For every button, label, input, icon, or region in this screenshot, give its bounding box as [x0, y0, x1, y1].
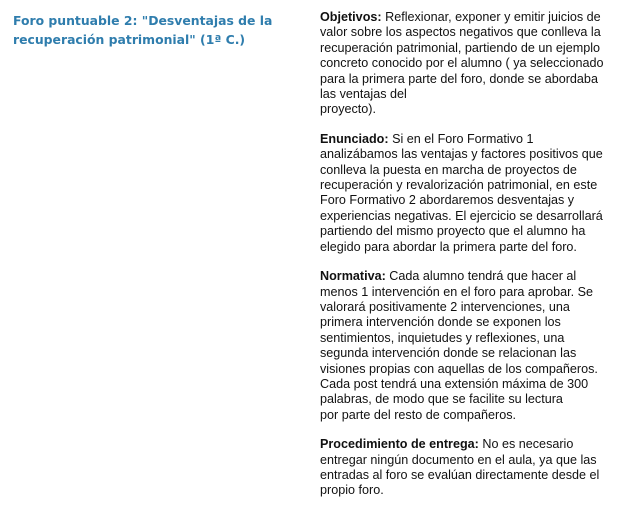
enunciado-text-line: elegido para abordar la primera parte del foro.	[320, 239, 577, 254]
normativa-text-line: palabras, de modo que se facilite su lectura	[320, 392, 563, 407]
enunciado-text-line: analizábamos las ventajas y factores positivos que	[320, 147, 603, 162]
procedimiento-text-line: entregar ningún documento en el aula, ya que las	[320, 452, 597, 467]
normativa-text-line: visiones propias con aquellas de los compañeros.	[320, 361, 598, 376]
objetivos-text-line: concreto conocido por el alumno ( ya seleccionado	[320, 56, 604, 71]
forum-title-line-1: Foro puntuable 2: "Desventajas de la	[13, 13, 273, 28]
procedimiento-text-line: No es necesario	[478, 437, 574, 452]
section-objetivos	[320, 10, 616, 118]
procedimiento-text-line: propio foro.	[320, 483, 384, 498]
procedimiento-label: Procedimiento de entrega:	[320, 437, 479, 452]
objetivos-text-line: valor sobre los aspectos negativos que conlleva la	[320, 25, 601, 40]
forum-title-line-2: recuperación patrimonial" (1ª C.)	[13, 32, 246, 47]
enunciado-text-line: partiendo del mismo proyecto que el alumno ha	[320, 224, 586, 239]
normativa-text-line: primera intervención donde se exponen los	[320, 315, 561, 330]
enunciado-text-line: conlleva la puesta en marcha de proyectos de	[320, 162, 577, 177]
normativa-text-line: sentimientos, inquietudes y reflexiones, una	[320, 330, 565, 345]
section-normativa	[320, 269, 616, 423]
normativa-text-line: Cada post tendrá una extensión máxima de 300	[320, 376, 589, 391]
forum-title	[13, 11, 275, 49]
normativa-text-line: menos 1 intervención en el foro para aprobar. Se	[320, 284, 594, 299]
normativa-text-line: por parte del resto de compañeros.	[320, 407, 517, 422]
enunciado-text-line: experiencias negativas. El ejercicio se desarrollará	[320, 208, 603, 223]
enunciado-text-line: recuperación y revalorización patrimonial, en este	[320, 178, 598, 193]
objetivos-label: Objetivos:	[320, 10, 382, 24]
section-procedimiento	[320, 437, 616, 499]
enunciado-text-line: Foro Formativo 2 abordaremos desventajas y	[320, 193, 575, 208]
enunciado-label: Enunciado:	[320, 131, 389, 146]
objetivos-text-line: recuperación patrimonial, partiendo de un ejemplo	[320, 40, 601, 55]
objetivos-text-line: proyecto).	[320, 102, 376, 117]
normativa-text-line: segunda intervención donde se relacionan las	[320, 346, 577, 361]
objetivos-text-line: las ventajas del	[320, 87, 407, 102]
objetivos-text-line: Reflexionar, exponer y emitir juicios de	[381, 10, 601, 24]
section-enunciado	[320, 132, 616, 255]
procedimiento-text-line: entradas al foro se evalúan directamente desde el	[320, 467, 600, 482]
forum-description	[320, 10, 616, 513]
normativa-text-line: Cada alumno tendrá que hacer al	[385, 269, 577, 284]
normativa-label: Normativa:	[320, 269, 386, 284]
normativa-text-line: valorará positivamente 2 intervenciones, una	[320, 299, 570, 314]
objetivos-text-line: para la primera parte del foro, donde se abordaba	[320, 71, 598, 86]
enunciado-text-line: Si en el Foro Formativo 1	[388, 131, 534, 146]
